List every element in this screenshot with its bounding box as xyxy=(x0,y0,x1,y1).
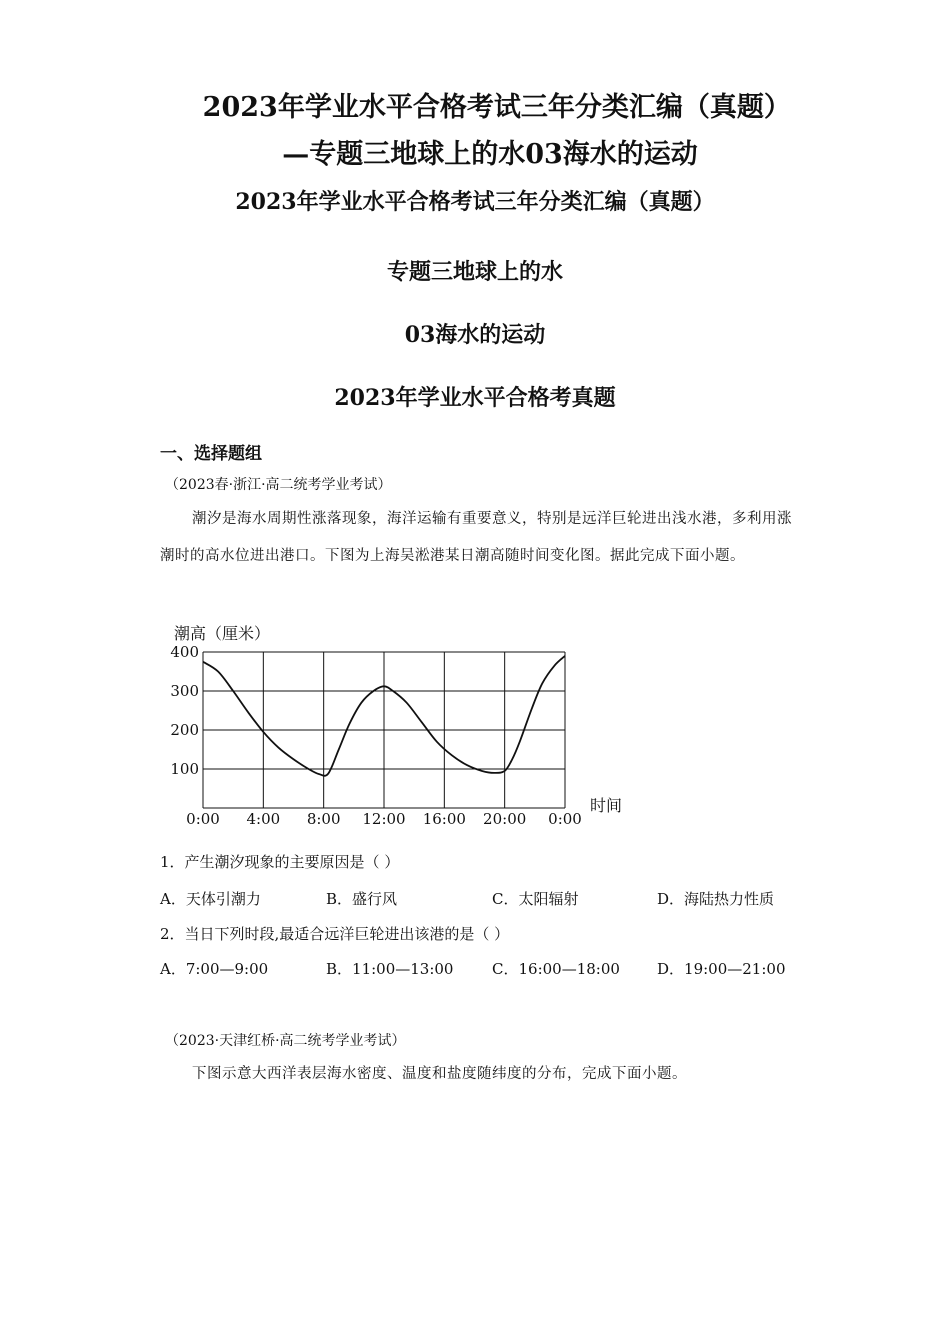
group2-intro: 下图示意大西洋表层海水密度、温度和盐度随纬度的分布，完成下面小题。 xyxy=(192,1066,687,1082)
topic-heading: 专题三地球上的水 xyxy=(386,259,563,285)
lesson-heading: 03海水的运动 xyxy=(404,322,546,348)
q2-option-d: D．19:00—21:00 xyxy=(657,960,786,978)
year-heading: 2023年学业水平合格考真题 xyxy=(334,385,616,411)
y-tick-label: 400 xyxy=(170,643,199,661)
y-tick-label: 300 xyxy=(170,682,199,700)
section-title: 一、选择题组 xyxy=(160,444,262,464)
x-tick-label: 0:00 xyxy=(548,810,582,828)
compilation-heading: 2023年学业水平合格考试三年分类汇编（真题） xyxy=(235,189,715,215)
q1-option-d: D．海陆热力性质 xyxy=(657,890,775,908)
q2-option-b: B．11:00—13:00 xyxy=(326,960,454,978)
group1-source: （2023春·浙江·高二统考学业考试） xyxy=(165,477,392,493)
tide-chart xyxy=(160,618,640,833)
y-tick-label: 200 xyxy=(170,721,199,739)
document-title: 2023年学业水平合格考试三年分类汇编（真题）—专题三地球上的水03海水的运动 xyxy=(202,92,778,170)
q1-option-c: C．太阳辐射 xyxy=(492,890,579,908)
chart-ticks xyxy=(170,643,581,828)
x-tick-label: 8:00 xyxy=(306,810,341,828)
question-2-stem: 2．当日下列时段,最适合远洋巨轮进出该港的是（ ） xyxy=(160,925,510,943)
x-tick-label: 4:00 xyxy=(246,810,281,828)
group1-intro: 潮汐是海水周期性涨落现象，海洋运输有重要意义，特别是远洋巨轮进出浅水港，多利用涨潮时的高水位进出港口。下图为上海吴淞港某日潮高随时间变化图。据此完成下面小题。 xyxy=(160,511,792,564)
question-1-stem: 1．产生潮汐现象的主要原因是（ ） xyxy=(160,853,400,871)
chart-grid xyxy=(203,652,565,808)
chart-xlabel: 时间 xyxy=(590,796,623,815)
group2-source: （2023·天津红桥·高二统考学业考试） xyxy=(165,1033,406,1049)
x-tick-label: 12:00 xyxy=(362,810,406,828)
q1-option-a: A．天体引潮力 xyxy=(160,890,261,908)
q2-option-a: A．7:00—9:00 xyxy=(160,960,269,978)
q2-option-c: C．16:00—18:00 xyxy=(492,960,620,978)
y-tick-label: 100 xyxy=(170,760,199,778)
chart-ylabel: 潮高（厘米） xyxy=(174,624,271,643)
x-tick-label: 16:00 xyxy=(422,810,466,828)
x-tick-label: 0:00 xyxy=(186,810,220,828)
q1-option-b: B．盛行风 xyxy=(326,890,398,908)
x-tick-label: 20:00 xyxy=(483,810,527,828)
